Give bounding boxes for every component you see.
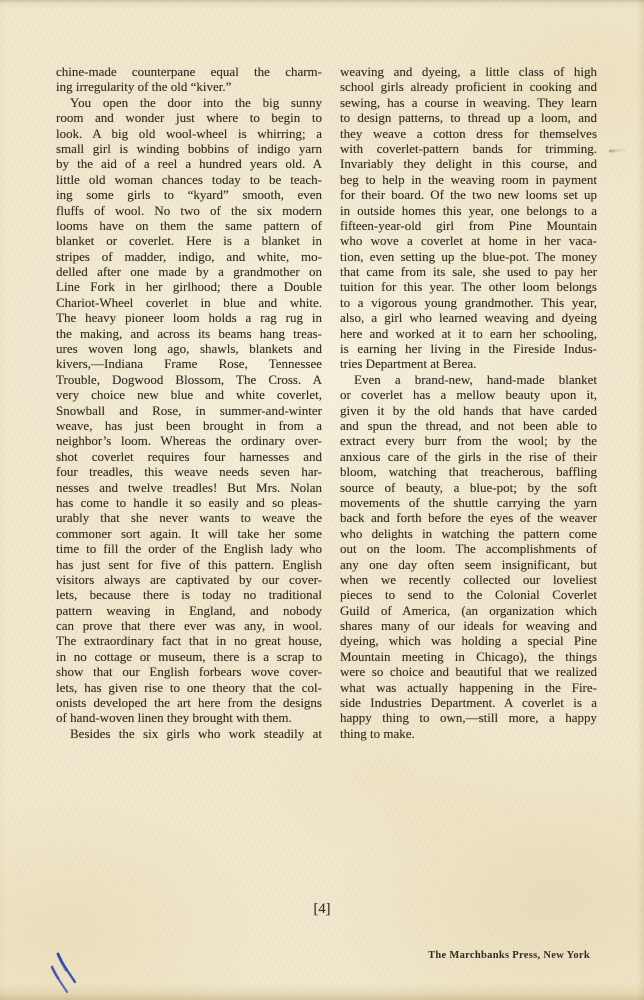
text-line: neighbor’s loom. Whereas the ordinary over- xyxy=(56,433,322,449)
text-line: is earning her living in the Fireside Indus- xyxy=(340,341,597,357)
text-line: thing to make. xyxy=(340,725,415,741)
text-line: Even a brand-new, hand-made blanket xyxy=(354,371,597,387)
text-line: Mountain meeting in Chicago), the things xyxy=(340,648,597,664)
text-line: Invariably they delight in this course, and xyxy=(340,156,597,172)
text-line: who wove a coverlet at home in her vaca- xyxy=(340,233,597,249)
text-line: what was actually happening in the Fire- xyxy=(340,679,597,695)
text-line: pieces to send to the Colonial Coverlet xyxy=(340,587,597,603)
text-line: ing irregularity of the old “kiver.” xyxy=(56,79,232,95)
text-line: Besides the six girls who work steadily at xyxy=(70,725,322,741)
text-line: blanket or coverlet. Here is a blanket in xyxy=(56,233,322,249)
text-line: also, a girl who learned weaving and dyeing xyxy=(340,310,597,326)
text-line: when we recently collected our loveliest xyxy=(340,571,597,587)
text-line: onists developed the art here from the designs xyxy=(56,695,322,711)
text-line: for their board. Of the two new looms set up xyxy=(340,187,597,203)
text-line: to design patterns, to thread up a loom, and xyxy=(340,110,597,126)
text-line: stripes of madder, indigo, and white, mo- xyxy=(56,248,322,264)
text-line: that came from its sale, she used to pay her xyxy=(340,264,597,280)
text-line: lets, because there is today no traditional xyxy=(56,587,322,603)
text-line: lets, has given rise to one theory that the col- xyxy=(56,679,322,695)
text-line: extract every burr from the wool; by the xyxy=(340,433,597,449)
text-line: time to fill the order of the English lady who xyxy=(56,541,322,557)
text-line: bloom, watching that treacherous, baffling xyxy=(340,464,597,480)
edge-smudge xyxy=(609,148,626,152)
text-line: The heavy pioneer loom holds a rag rug in xyxy=(56,310,322,326)
text-line: kivers,—Indiana Frame Rose, Tennessee xyxy=(56,356,322,372)
text-line: fifteen-year-old girl from Pine Mountain xyxy=(340,217,597,233)
text-line: delled after one made by a grandmother on xyxy=(56,264,322,280)
text-line: weave, has just been brought in from a xyxy=(56,417,322,433)
text-line: or coverlet has a mellow beauty upon it, xyxy=(340,387,597,403)
text-line: look. A big old wool-wheel is whirring; a xyxy=(56,125,322,141)
text-line: visitors always are captivated by our cover- xyxy=(56,571,322,587)
text-line: has just sent for five of this pattern. English xyxy=(56,556,322,572)
text-line: pattern weaving in England, and nobody xyxy=(56,602,322,618)
text-line: commoner sort again. It will take her some xyxy=(56,525,322,541)
text-line: and spun the thread, and not been able to xyxy=(340,417,597,433)
text-line: happy thing to own,—still more, a happy xyxy=(340,710,597,726)
text-line: beg to help in the weaving room in payment xyxy=(340,171,597,187)
text-line: looms have on them the same pattern of xyxy=(56,217,322,233)
text-line: of hand-woven linen they brought with them. xyxy=(56,710,292,726)
text-line: chine-made counterpane equal the charm- xyxy=(56,64,322,79)
text-line: room and wonder just where to begin to xyxy=(56,110,322,126)
text-line: shot coverlet requires four harnesses and xyxy=(56,448,322,464)
text-line: any one day often seem insignificant, but xyxy=(340,556,597,572)
text-line: very choice new blue and white coverlet, xyxy=(56,387,322,403)
text-line: they weave a cotton dress for themselves xyxy=(340,125,597,141)
text-line: shares many of our ideals for weaving and xyxy=(340,618,597,634)
text-line: sewing, has a course in weaving. They learn xyxy=(340,94,597,110)
text-line: four treadles, this weave needs seven har- xyxy=(56,464,322,480)
text-line: out on the loom. The accomplishments of xyxy=(340,541,597,557)
page-number: [4] xyxy=(313,901,331,917)
text-line: were so choice and beautiful that we realized xyxy=(340,664,597,680)
text-line: The extraordinary fact that in no great house, xyxy=(56,633,322,649)
text-line: You open the door into the big sunny xyxy=(70,94,322,110)
text-line: has come to handle it so easily and so pleas- xyxy=(56,494,322,510)
right-column xyxy=(340,64,597,741)
text-line: Chariot-Wheel coverlet in blue and white. xyxy=(56,294,322,310)
text-line: ures woven long ago, shawls, blankets and xyxy=(56,341,322,357)
text-line: given it by the old hands that have carded xyxy=(340,402,597,418)
text-line: with coverlet-pattern bands for trimming. xyxy=(340,140,597,156)
text-line: show that our English forbears wove cover- xyxy=(56,664,322,680)
text-line: tries Department at Berea. xyxy=(340,356,477,372)
text-line: little old woman chances today to be teach- xyxy=(56,171,322,187)
pen-mark xyxy=(45,946,87,998)
text-line: source of beauty, a blue-pot; by the soft xyxy=(340,479,597,495)
text-line: urably that she never wants to weave the xyxy=(56,510,322,526)
text-line: in no cottage or museum, there is a scrap to xyxy=(56,648,322,664)
text-line: back and forth before the eyes of the weaver xyxy=(340,510,597,526)
text-line: the making, and across its beams hang treas- xyxy=(56,325,322,341)
text-line: here and worked at it to earn her schooling, xyxy=(340,325,597,341)
text-line: small girl is winding bobbins of indigo yarn xyxy=(56,140,322,156)
text-line: in outside homes this year, one belongs to a xyxy=(340,202,597,218)
text-line: by the aid of a reel a hundred years old. A xyxy=(56,156,322,172)
text-line: school girls already proficient in cooking and xyxy=(340,79,597,95)
text-line: Snowball and Rose, in summer-and-winter xyxy=(56,402,322,418)
left-column xyxy=(56,64,322,741)
text-line: Trouble, Dogwood Blossom, The Cross. A xyxy=(56,371,322,387)
text-line: who delights in watching the pattern come xyxy=(340,525,597,541)
printer-imprint: The Marchbanks Press, New York xyxy=(428,950,590,961)
text-line: side Industries Department. A coverlet is a xyxy=(340,695,597,711)
text-line: Guild of America, (an organization which xyxy=(340,602,597,618)
text-line: can prove that there ever was any, in wool. xyxy=(56,618,322,634)
text-line: nesses and twelve treadles! But Mrs. Nolan xyxy=(56,479,322,495)
text-line: Line Fork in her girlhood; there a Double xyxy=(56,279,322,295)
text-line: dyeing, which was holding a special Pine xyxy=(340,633,597,649)
text-line: fluffs of wool. No two of the six modern xyxy=(56,202,322,218)
text-line: anxious care of the girls in the rise of their xyxy=(340,448,597,464)
text-line: tion, even setting up the blue-pot. The money xyxy=(340,248,597,264)
text-line: ing some girls to “kyard” smooth, even xyxy=(56,187,322,203)
text-line: tuition for this year. The other loom belongs xyxy=(340,279,597,295)
text-line: movements of the shuttle carrying the yarn xyxy=(340,494,597,510)
text-line: weaving and dyeing, a little class of high xyxy=(340,64,597,79)
text-line: to a vigorous young grandmother. This year, xyxy=(340,294,597,310)
